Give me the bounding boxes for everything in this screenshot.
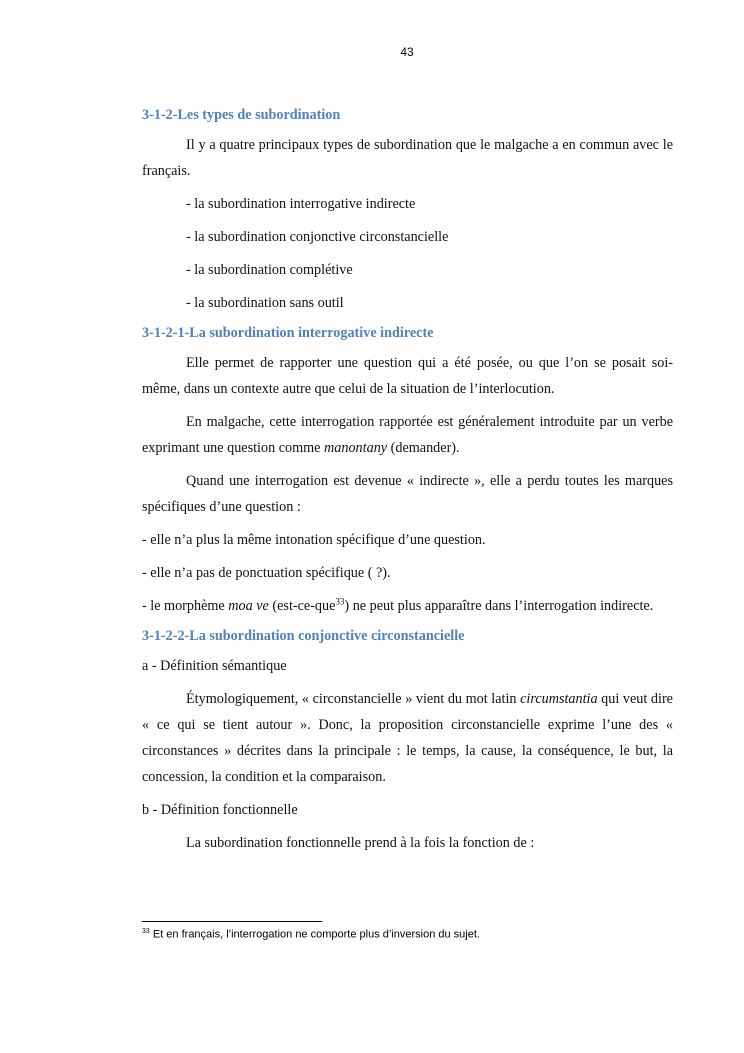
text-run: qui veut dire « ce qui se tient autour ». Donc, la proposition circonstancielle exprime l’une des « circonstances » décrites dans la principale : le temps, la cause, la conséquence, le but, la concession, la condition et la comparaison. <box>142 691 673 785</box>
page-number: 43 <box>400 45 414 59</box>
text-run: Étymologiquement, « circonstancielle » vient du mot latin <box>186 691 521 707</box>
list-item: - la subordination conjonctive circonstancielle <box>186 229 449 245</box>
text-run: En malgache, cette interrogation rapportée est généralement introduite par un verbe exprimant une question comme <box>142 414 673 456</box>
section-heading: 3-1-2-Les types de subordination <box>142 107 341 123</box>
sub-heading: b - Définition fonctionnelle <box>142 802 298 818</box>
subsection-heading: 3-1-2-2-La subordination conjonctive circonstancielle <box>142 628 465 644</box>
footnote-number: 33 <box>142 928 150 935</box>
text-run: ) ne peut plus apparaître dans l’interrogation indirecte. <box>344 598 654 614</box>
italic-term: manontany <box>324 440 388 456</box>
paragraph <box>142 409 673 461</box>
footnote <box>142 928 673 941</box>
italic-term: moa ve <box>228 598 269 614</box>
list-item: - la subordination complétive <box>186 262 353 278</box>
subsection-heading: 3-1-2-1-La subordination interrogative indirecte <box>142 325 434 341</box>
list-item: - la subordination sans outil <box>186 295 344 311</box>
sub-heading: a - Définition sémantique <box>142 658 287 674</box>
list-item: - la subordination interrogative indirecte <box>186 196 416 212</box>
list-item: - elle n’a pas de ponctuation spécifique ( ?). <box>142 565 391 581</box>
list-item: - elle n’a plus la même intonation spécifique d’une question. <box>142 532 486 548</box>
text-run: (est-ce-que <box>268 598 336 614</box>
footnote-text: Et en français, l’interrogation ne comporte plus d’inversion du sujet. <box>149 928 480 941</box>
footnote-reference[interactable]: 33 <box>335 596 345 607</box>
intro-paragraph: Il y a quatre principaux types de subordination que le malgache a en commun avec le français. <box>142 137 673 179</box>
text-run: - le morphème <box>142 598 229 614</box>
italic-term: circumstantia <box>520 691 598 707</box>
paragraph: La subordination fonctionnelle prend à la fois la fonction de : <box>186 835 535 851</box>
list-item <box>142 593 673 619</box>
paragraph: Elle permet de rapporter une question qui a été posée, ou que l’on se posait soi-même, dans un contexte autre que celui de la situation de l’interlocution. <box>142 355 673 397</box>
document-body <box>142 105 673 863</box>
paragraph <box>142 686 673 790</box>
paragraph: Quand une interrogation est devenue « indirecte », elle a perdu toutes les marques spécifiques d’une question : <box>142 473 673 515</box>
text-run: (demander). <box>387 440 460 456</box>
footnote-separator <box>142 921 322 922</box>
